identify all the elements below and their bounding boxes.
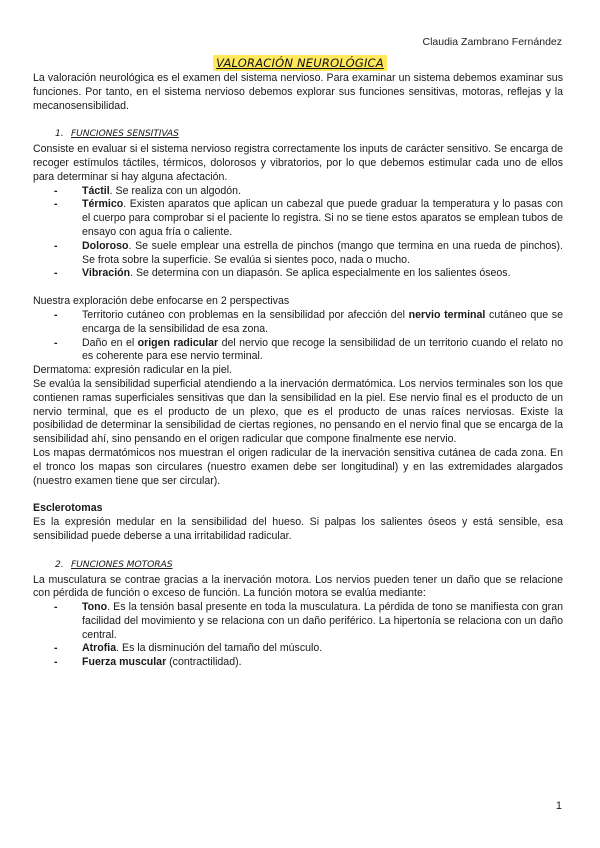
list-text: (contractilidad). <box>166 656 242 669</box>
list-term: Atrofia <box>82 642 117 655</box>
list-term: nervio terminal <box>408 308 486 321</box>
author-name: Claudia Zambrano Fernández <box>422 36 562 48</box>
list-term: Térmico <box>82 198 124 211</box>
list-item <box>69 601 563 642</box>
perspectives-intro: Nuestra exploración debe enfocarse en 2 perspectivas <box>33 295 290 308</box>
list-item <box>69 185 563 199</box>
sensory-intro: Consiste en evaluar si el sistema nervioso registra correctamente los inputs de carácter sensitivo. Se encarga de recoger estímulos táctiles, térmicos, dolorosos y vibratorios, por lo que debemos estimular cada uno de ellos para determinar si hay alguna afectación. <box>33 143 563 183</box>
list-term: Vibración <box>82 267 131 280</box>
list-item <box>69 337 563 365</box>
list-text: . Es la tensión basal presente en toda la musculatura. La pérdida de tono se manifiesta con gran facilidad del movimiento y se relaciona con un daño periférico. La hipertonía se relaciona con un daño central. <box>82 601 563 641</box>
list-text: cutáneo que se encarga de la sensibilidad de esa zona. <box>82 308 563 335</box>
sclerotomes-heading: Esclerotomas <box>33 502 103 515</box>
section-heading-motor <box>55 558 563 572</box>
list-text: Territorio cutáneo con problemas en la sensibilidad por afección del <box>82 308 409 321</box>
motor-intro: La musculatura se contrae gracias a la inervación motora. Los nervios pueden tener un daño que se relacione con pérdida de función o exceso de función. La función motora se evalúa mediante: <box>33 573 563 600</box>
list-text: . Es la disminución del tamaño del músculo. <box>116 642 323 655</box>
list-item <box>69 642 563 656</box>
list-text: . Se suele emplear una estrella de pinchos (mango que termina en una rueda de pinchos). Se frota sobre la superficie. Se evalúa si sientes poco, nada o mucho. <box>82 239 563 266</box>
list-text: . Existen aparatos que aplican un cabezal que puede graduar la temperatura y lo pasas con el cuerpo para comprobar si el paciente lo registra. Si no se tiene estos aparatos se emplean tubos de ensayo con agua fría o caliente. <box>82 198 563 238</box>
list-item <box>69 240 563 268</box>
list-item <box>69 198 563 239</box>
list-item <box>69 267 563 281</box>
document-body <box>33 72 563 670</box>
perspectives-list <box>33 309 563 364</box>
section-number: 2. <box>55 558 64 570</box>
list-text: del nervio que recoge la sensibilidad de un territorio cuando el relato no es coherente para ese nervio terminal. <box>82 336 563 363</box>
sensory-list <box>33 185 563 282</box>
sclerotomes-paragraph: Es la expresión medular en la sensibilidad del hueso. Si palpas los salientes óseos y está sensible, esa sensibilidad puede deberse a una irritabilidad radicular. <box>33 516 563 542</box>
list-term: origen radicular <box>137 336 219 349</box>
list-item <box>69 309 563 337</box>
list-term: Táctil <box>82 184 110 197</box>
motor-list <box>33 601 563 670</box>
page-number: 1 <box>555 800 562 812</box>
document-title: VALORACIÓN NEUROLÓGICA <box>213 55 387 71</box>
section-heading-sensory <box>55 127 563 141</box>
section-number: 1. <box>55 128 64 140</box>
list-term: Doloroso <box>82 239 129 252</box>
list-text: . Se realiza con un algodón. <box>109 184 242 197</box>
title-container <box>0 54 600 72</box>
list-text: . Se determina con un diapasón. Se aplica especialmente en los salientes óseos. <box>130 267 511 280</box>
list-term: Fuerza muscular <box>82 656 167 669</box>
list-item <box>69 656 563 670</box>
section-label: FUNCIONES SENSITIVAS <box>71 128 179 140</box>
superficial-sensitivity-paragraph: Se evalúa la sensibilidad superficial atendiendo a la inervación dermatómica. Los nervios terminales son los que contienen ramas superficiales sensitivas que dan la sensibilidad en la piel. Ese nervio final es el producto de un nervio terminal, que es el producto de un plexo, que es el producto de unas raíces nerviosas. Existe la posibilidad de determinar la sensibilidad de ciertas regiones, no pensando en el nervio final que se encarga de la sensibilidad ahí, sino pensando en el origen radicular que compone finalmente ese nervio. <box>33 377 563 446</box>
dermatome-maps-paragraph: Los mapas dermatómicos nos muestran el origen radicular de la inervación sensitiva cutánea de cada zona. En el tronco los mapas son circulares (nuestro examen debe ser longitudinal) y en las extremidades alargados (nuestro examen tiene que ser circular). <box>33 446 563 487</box>
section-label: FUNCIONES MOTORAS <box>71 558 173 570</box>
list-text: Daño en el <box>82 336 138 349</box>
dermatome-definition: Dermatoma: expresión radicular en la piel. <box>33 364 233 377</box>
intro-paragraph: La valoración neurológica es el examen del sistema nervioso. Para examinar un sistema debemos examinar sus funciones. Por tanto, en el sistema nervioso debemos explorar sus funciones sensitivas, motoras, reflejas y la mecanosensibilidad. <box>33 72 563 112</box>
list-term: Tono <box>82 601 108 614</box>
